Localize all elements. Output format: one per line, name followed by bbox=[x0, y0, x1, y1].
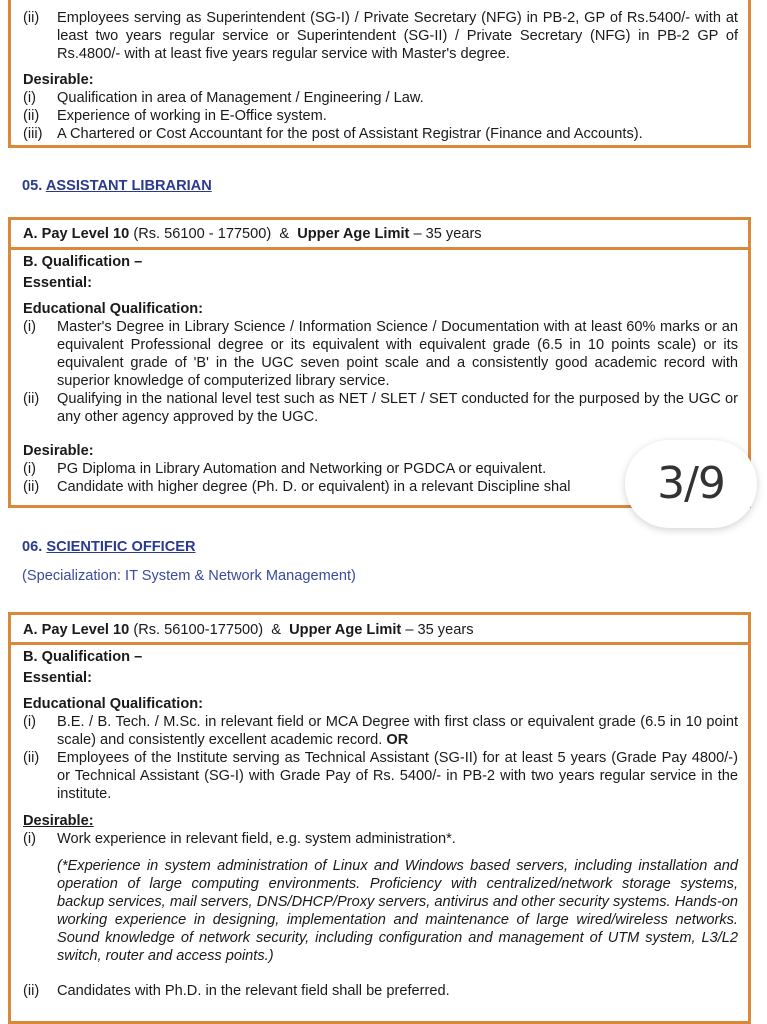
section-name: ASSISTANT LIBRARIAN bbox=[45, 178, 212, 194]
desirable-item bbox=[23, 982, 738, 1000]
desirable-heading: Desirable: bbox=[23, 72, 94, 88]
item-number: (i) bbox=[23, 461, 36, 477]
item-number: (iii) bbox=[23, 126, 43, 142]
pay-range: (Rs. 56100-177500) bbox=[133, 622, 264, 638]
item-number: (i) bbox=[23, 831, 36, 847]
item-number: (ii) bbox=[23, 391, 40, 407]
section-name: SCIENTIFIC OFFICER bbox=[46, 539, 196, 555]
specialization-subtitle: (Specialization: IT System & Network Management) bbox=[22, 568, 356, 584]
section-title-scientific-officer bbox=[22, 538, 196, 556]
desirable-item bbox=[23, 107, 738, 125]
pay-range: (Rs. 56100 - 177500) bbox=[133, 226, 272, 242]
item-text: Qualification in area of Management / Engineering / Law. bbox=[57, 90, 424, 106]
essential-item bbox=[23, 713, 738, 749]
pay-row bbox=[11, 220, 748, 247]
desirable-heading: Desirable: bbox=[23, 813, 94, 829]
desirable-item bbox=[23, 830, 738, 848]
qualification-heading: B. Qualification – bbox=[23, 649, 143, 665]
amp: & bbox=[271, 622, 281, 638]
amp: & bbox=[279, 226, 290, 242]
pay-row bbox=[11, 615, 748, 642]
item-text: Candidates with Ph.D. in the relevant field shall be preferred. bbox=[57, 983, 450, 999]
section-number: 05. bbox=[22, 178, 43, 194]
page-indicator: 3/9 bbox=[625, 440, 757, 528]
item-text: Master's Degree in Library Science / Information Science / Documentation with at least 60% marks or an equivalent Professional degree or its equivalent with equivalent grade (6.5 in 10 points scale) or its equivalent grade of 'B' in the UGC seven point scale and a consistently good academic record with superior knowledge of computerized library service. bbox=[57, 319, 738, 389]
item-number: (ii) bbox=[23, 10, 40, 26]
item-number: (i) bbox=[23, 714, 36, 730]
essential-heading: Essential: bbox=[23, 275, 92, 291]
item-text-body: B.E. / B. Tech. / M.Sc. in relevant field or MCA Degree with first class or equivalent grade (6.5 in 10 point scale) and consistently excellent academic record. bbox=[57, 714, 738, 748]
item-text: PG Diploma in Library Automation and Networking or PGDCA or equivalent. bbox=[57, 461, 547, 477]
desirable-item bbox=[23, 89, 738, 107]
age-value: – 35 years bbox=[413, 226, 482, 242]
item-number: (i) bbox=[23, 319, 36, 335]
item-text bbox=[57, 713, 738, 749]
qualification-heading: B. Qualification – bbox=[23, 254, 143, 270]
age-label: Upper Age Limit bbox=[289, 622, 402, 638]
item-number: (ii) bbox=[23, 983, 40, 999]
age-value: – 35 years bbox=[405, 622, 474, 638]
essential-heading: Essential: bbox=[23, 670, 92, 686]
age-label: Upper Age Limit bbox=[297, 226, 410, 242]
item-text: Qualifying in the national level test such as NET / SLET / SET conducted for the purposed by the UGC or any other agency approved by the UGC. bbox=[57, 391, 738, 425]
item-text: Employees serving as Superintendent (SG-I) / Private Secretary (NFG) in PB-2, GP of Rs.5400/- with at least two years regular service or Superintendent (SG-II) / Private Secretary (NFG) in PB-2 GP of Rs.4800/- with at least five years regular service with Master's degree. bbox=[57, 10, 738, 62]
item-text: Employees of the Institute serving as Technical Assistant (SG-II) for at least 5 years (Grade Pay 4800/-) or Technical Assistant (SG-I) with Grade Pay of Rs. 5400/- in PB-2 with two years regular service in the institute. bbox=[57, 750, 738, 802]
item-number: (i) bbox=[23, 90, 36, 106]
footnote-text: (*Experience in system administration of Linux and Windows based servers, including installation and operation of large computing environments. Proficiency with centralized/network storage systems, backup services, mail servers, DNS/DHCP/Proxy servers, antivirus and other security systems. Hands-on working experience in designing, implementation and maintenance of large wired/wireless networks. Sound knowledge of network security, including configuration and management of UTM system, L3/L2 switch, router and access points.) bbox=[57, 858, 738, 964]
previous-section-box bbox=[8, 0, 751, 148]
section-number: 06. bbox=[22, 539, 43, 555]
or-connector: OR bbox=[386, 732, 409, 748]
item-number: (ii) bbox=[23, 479, 40, 495]
desirable-heading: Desirable: bbox=[23, 443, 94, 459]
educational-qualification-heading: Educational Qualification: bbox=[23, 696, 204, 712]
item-text: Candidate with higher degree (Ph. D. or equivalent) in a relevant Discipline shal bbox=[57, 479, 571, 495]
item-text: A Chartered or Cost Accountant for the post of Assistant Registrar (Finance and Accounts). bbox=[57, 126, 643, 142]
essential-item bbox=[23, 318, 738, 390]
item-text: Work experience in relevant field, e.g. system administration*. bbox=[57, 831, 456, 847]
item-text: Experience of working in E-Office system. bbox=[57, 108, 327, 124]
pay-label: A. Pay Level 10 bbox=[23, 622, 130, 638]
pay-label: A. Pay Level 10 bbox=[23, 226, 130, 242]
essential-item bbox=[23, 9, 738, 63]
scientific-officer-box bbox=[8, 612, 751, 1024]
item-number: (ii) bbox=[23, 108, 40, 124]
section-title-assistant-librarian bbox=[22, 177, 212, 195]
essential-item bbox=[23, 390, 738, 426]
desirable-item bbox=[23, 125, 738, 143]
educational-qualification-heading: Educational Qualification: bbox=[23, 301, 204, 317]
essential-item bbox=[23, 749, 738, 803]
item-number: (ii) bbox=[23, 750, 40, 766]
